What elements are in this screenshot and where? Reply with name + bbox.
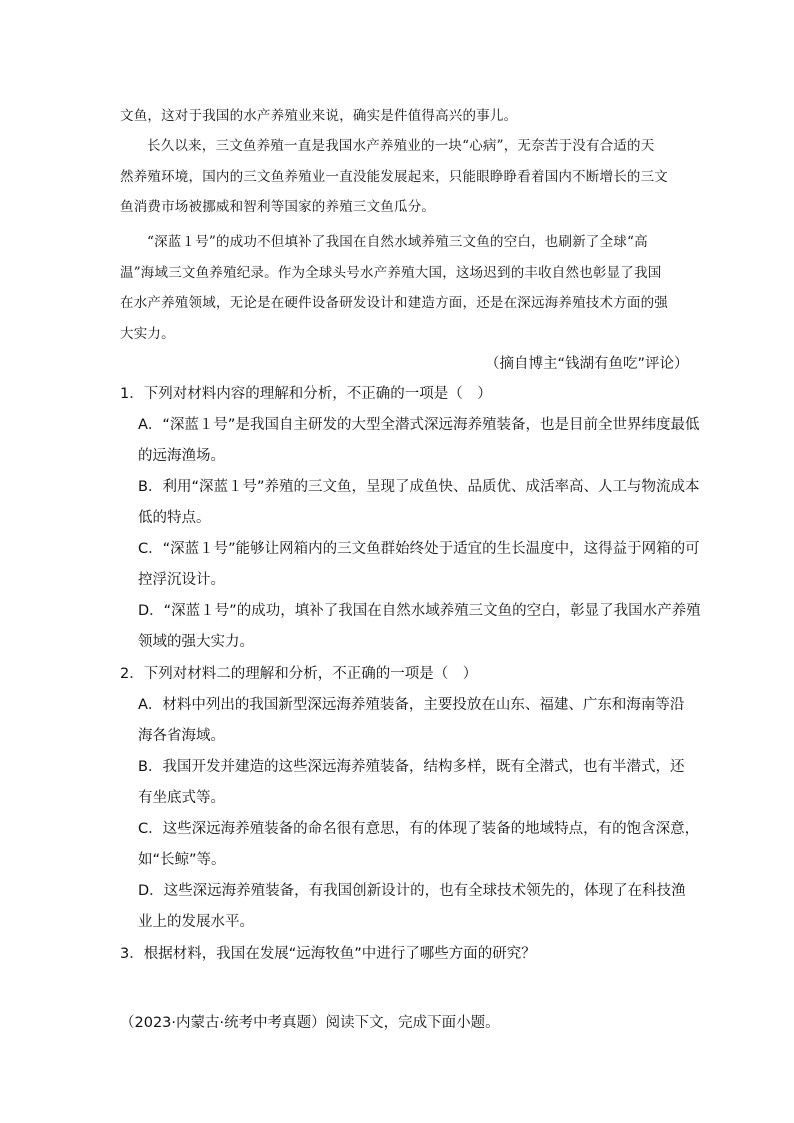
option-b-line1: B．我国开发并建造的这些深远海养殖装备，结构多样，既有全潜式，也有半潜式，还	[138, 759, 685, 775]
option-c-line2: 控浮沉设计。	[138, 572, 225, 588]
section-intro: （2023·内蒙古·统考中考真题）阅读下文，完成下面小题。	[120, 1015, 500, 1031]
option-d-line2: 业上的发展水平。	[138, 914, 254, 930]
passage-line: 然养殖环境，国内的三文鱼养殖业一直没能发展起来，只能眼睁睁看着国内不断增长的三文	[120, 169, 668, 185]
option-a-line2: 的远海渔场。	[138, 448, 225, 464]
passage-line: 文鱼，这对于我国的水产养殖业来说，确实是件值得高兴的事儿。	[120, 108, 518, 124]
question-stem: 1．下列对材料内容的理解和分析，不正确的一项是（ ）	[120, 386, 492, 402]
passage-line: 长久以来，三文鱼养殖一直是我国水产养殖业的一块“心病”，无奈苦于没有合适的天	[147, 138, 655, 154]
question-stem: 3．根据材料，我国在发展“远海牧鱼”中进行了哪些方面的研究？	[120, 946, 536, 962]
passage-line: 温”海域三文鱼养殖纪录。作为全球头号水产养殖大国，这场迟到的丰收自然也彰显了我国	[120, 265, 662, 281]
option-d-line1: D．这些深远海养殖装备，有我国创新设计的，也有全球技术领先的，体现了在科技渔	[138, 883, 686, 899]
passage-line: 在水产养殖领域，无论是在硬件设备研发设计和建造方面，还是在深远海养殖技术方面的强	[120, 295, 668, 311]
source-attribution: （摘自博主“钱湖有鱼吃”评论）	[485, 356, 689, 372]
passage-line: 大实力。	[120, 326, 175, 342]
option-d-line2: 领域的强大实力。	[138, 634, 254, 650]
option-c-line1: C．这些深远海养殖装备的命名很有意思，有的体现了装备的地域特点，有的饱含深意，	[138, 821, 700, 837]
option-b-line2: 低的特点。	[138, 510, 211, 526]
passage-line: 鱼消费市场被挪威和智利等国家的养殖三文鱼瓜分。	[120, 199, 436, 215]
question-stem: 2．下列对材料二的理解和分析，不正确的一项是（ ）	[120, 666, 478, 682]
option-a-line1: A．材料中列出的我国新型深远海养殖装备，主要投放在山东、福建、广东和海南等沿	[138, 697, 685, 713]
option-a-line1: A．“深蓝１号”是我国自主研发的大型全潜式深远海养殖装备，也是目前全世界纬度最低	[138, 417, 700, 433]
option-a-line2: 海各省海域。	[138, 728, 225, 744]
passage-line: “深蓝１号”的成功不但填补了我国在自然水域养殖三文鱼的空白，也刷新了全球“高	[147, 234, 648, 250]
option-b-line1: B．利用“深蓝１号”养殖的三文鱼，呈现了成鱼快、品质优、成活率高、人工与物流成本	[138, 479, 700, 495]
option-b-line2: 有坐底式等。	[138, 790, 225, 806]
option-c-line2: 如“长鲸”等。	[138, 852, 226, 868]
option-d-line1: D．“深蓝１号”的成功，填补了我国在自然水域养殖三文鱼的空白，彰显了我国水产养殖	[138, 603, 701, 619]
option-c-line1: C．“深蓝１号”能够让网箱内的三文鱼群始终处于适宜的生长温度中，这得益于网箱的可	[138, 541, 700, 557]
